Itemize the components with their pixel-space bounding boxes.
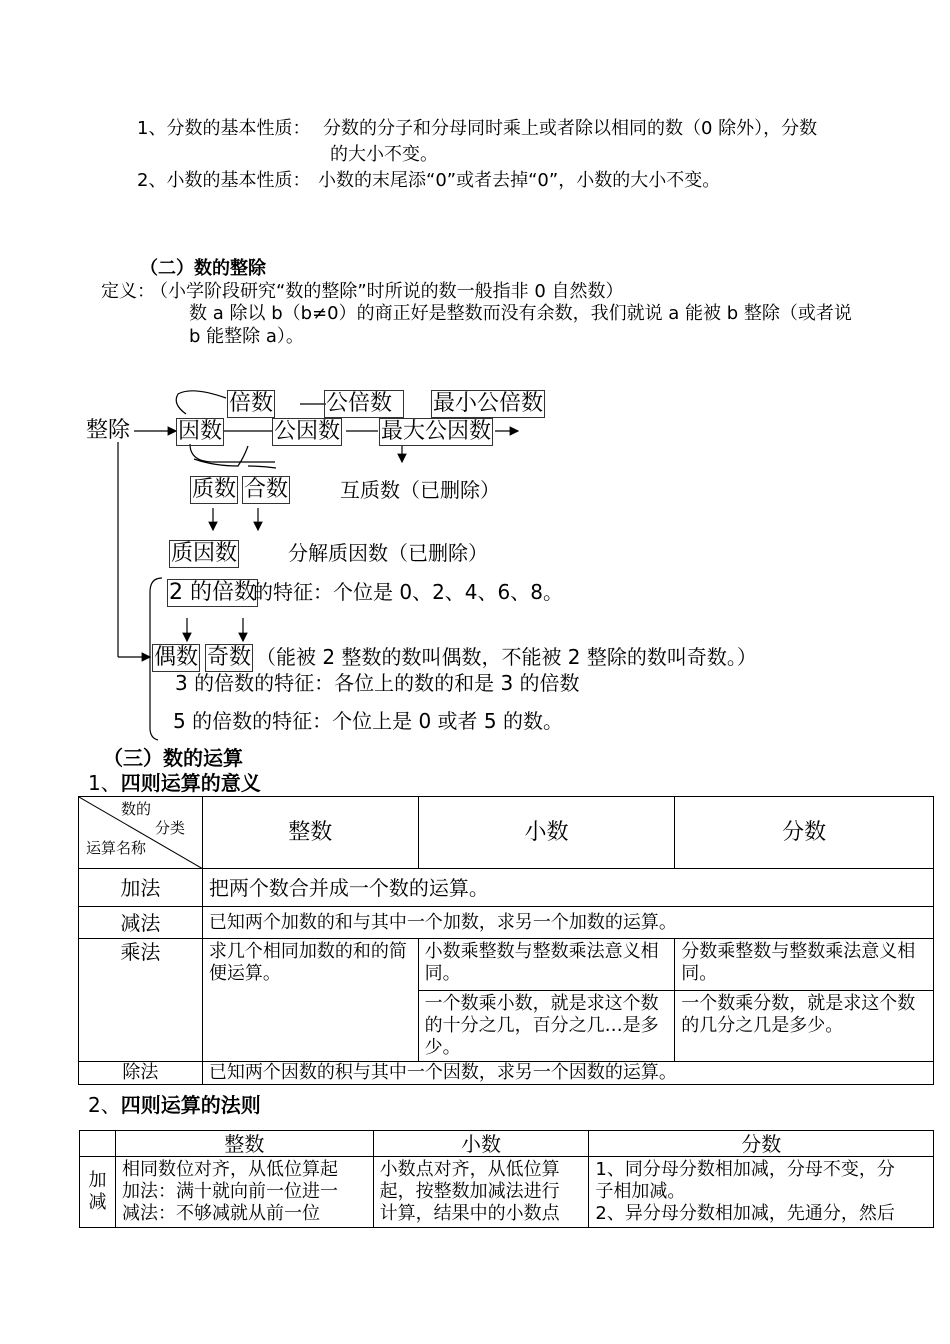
operation-meaning-table bbox=[78, 796, 934, 1085]
row-division-text: 已知两个因数的积与其中一个因数，求另一个因数的运算。 bbox=[202, 1062, 933, 1085]
gcf-box: 最大公因数 bbox=[381, 419, 492, 444]
odd-box: 奇数 bbox=[207, 645, 252, 670]
rules-decimal-line-1: 小数点对齐，从低位算 bbox=[379, 1159, 560, 1180]
factor-box: 因数 bbox=[178, 419, 223, 444]
fraction-property-text-cont: 的大小不变。 bbox=[330, 144, 438, 165]
mul-decimal-cell-1: 小数乘整数与整数乘法意义相同。 bbox=[418, 939, 675, 991]
rules-row-add-sub-name: 加减 bbox=[80, 1157, 116, 1228]
subheading-rules-text: 四则运算的法则 bbox=[120, 1093, 261, 1117]
factorization-label: 分解质因数（已删除） bbox=[288, 541, 488, 565]
rules-decimal-line-2: 起，按整数加减法进行 bbox=[379, 1181, 560, 1202]
row-subtraction-name: 减法 bbox=[79, 907, 203, 939]
subheading-rules-number: 2、 bbox=[88, 1093, 121, 1117]
row-addition-name: 加法 bbox=[79, 869, 203, 907]
rules-corner-cell bbox=[80, 1131, 116, 1157]
row-division-name: 除法 bbox=[79, 1062, 203, 1085]
rules-integer-line-2: 加法：满十就向前一位进一 bbox=[121, 1181, 338, 1202]
decimal-property-text: 小数的末尾添“0”或者去掉“0”，小数的大小不变。 bbox=[318, 170, 721, 191]
definition-text-1: 数 a 除以 b（b≠0）的商正好是整数而没有余数，我们就说 a 能被 b 整除（或者说 bbox=[189, 303, 852, 324]
mul-fraction-cell-2: 一个数乘分数，就是求这个数的几分之几是多少。 bbox=[675, 991, 934, 1062]
operations-heading-text: （三）数的运算 bbox=[103, 746, 243, 770]
header-decimal: 小数 bbox=[418, 797, 675, 869]
header-integer: 整数 bbox=[202, 797, 418, 869]
multiple-box: 倍数 bbox=[229, 391, 274, 416]
rules-decimal-cell bbox=[373, 1157, 589, 1228]
row-multiplication-name: 乘法 bbox=[79, 939, 203, 1062]
row-addition-text: 把两个数合并成一个数的运算。 bbox=[202, 869, 933, 907]
fraction-property-text: 分数的分子和分母同时乘上或者除以相同的数（0 除外），分数 bbox=[323, 118, 818, 139]
rules-header-integer: 整数 bbox=[115, 1131, 373, 1157]
definition-text-2: b 能整除 a）。 bbox=[189, 326, 304, 347]
multiple-of-3-text: 3 的倍数的特征：各位上的数的和是 3 的倍数 bbox=[175, 671, 580, 695]
fraction-property-label: 1、分数的基本性质： bbox=[137, 118, 311, 139]
multiple-of-2-box: 2 的倍数 bbox=[169, 580, 256, 605]
subheading-meaning-number: 1、 bbox=[88, 771, 121, 795]
operations-heading bbox=[103, 746, 243, 770]
even-odd-text: （能被 2 整数的数叫偶数，不能被 2 整除的数叫奇数。） bbox=[256, 645, 757, 669]
composite-box: 合数 bbox=[244, 477, 289, 502]
prime-factor-box: 质因数 bbox=[171, 541, 238, 566]
mul-decimal-cell-2: 一个数乘小数，就是求这个数的十分之几，百分之几…是多少。 bbox=[418, 991, 675, 1062]
subheading-meaning-text: 四则运算的意义 bbox=[120, 771, 261, 795]
rules-decimal-line-3: 计算，结果中的小数点 bbox=[379, 1203, 560, 1224]
common-multiple-box: 公倍数 bbox=[324, 390, 404, 418]
multiple-of-5-text: 5 的倍数的特征：个位上是 0 或者 5 的数。 bbox=[173, 709, 563, 733]
definition-label: 定义： bbox=[101, 281, 155, 302]
lcm-box: 最小公倍数 bbox=[433, 391, 544, 416]
operation-rules-table bbox=[79, 1130, 934, 1228]
mul-integer-cell: 求几个相同加数的和的简便运算。 bbox=[202, 939, 418, 1062]
corner-bottom-label: 运算名称 bbox=[86, 839, 147, 857]
decimal-property-label: 2、小数的基本性质： bbox=[137, 170, 311, 191]
header-fraction: 分数 bbox=[675, 797, 934, 869]
multiple-of-2-text: 的特征：个位是 0、2、4、6、8。 bbox=[253, 580, 563, 604]
rules-fraction-cell bbox=[589, 1157, 934, 1228]
prime-box: 质数 bbox=[192, 477, 237, 502]
rules-integer-cell bbox=[115, 1157, 373, 1228]
even-box: 偶数 bbox=[154, 645, 199, 670]
divisibility-heading: （二）数的整除 bbox=[140, 258, 266, 279]
rules-header-decimal: 小数 bbox=[373, 1131, 589, 1157]
rules-integer-line-1: 相同数位对齐，从低位算起 bbox=[121, 1159, 338, 1180]
common-factor-box: 公因数 bbox=[274, 419, 341, 444]
coprime-label: 互质数（已删除） bbox=[340, 478, 500, 502]
table-corner-cell bbox=[79, 797, 203, 869]
mul-fraction-cell-1: 分数乘整数与整数乘法意义相同。 bbox=[675, 939, 934, 991]
corner-mid-label: 分类 bbox=[155, 819, 186, 837]
rules-header-fraction: 分数 bbox=[589, 1131, 934, 1157]
rules-fraction-line-1: 1、同分母分数相加减，分母不变，分 bbox=[595, 1159, 895, 1180]
rules-fraction-line-3: 2、异分母分数相加减，先通分，然后 bbox=[595, 1203, 895, 1224]
row-subtraction-text: 已知两个加数的和与其中一个加数，求另一个加数的运算。 bbox=[202, 907, 933, 939]
subheading-rules bbox=[88, 1093, 261, 1117]
corner-top-label: 数的 bbox=[121, 800, 152, 818]
diagram-root: 整除 bbox=[86, 418, 131, 443]
rules-fraction-line-2: 子相加减。 bbox=[595, 1181, 686, 1202]
definition-note: （小学阶段研究“数的整除”时所说的数一般指非 0 自然数） bbox=[150, 281, 624, 302]
rules-integer-line-3: 减法：不够减就从前一位 bbox=[121, 1203, 320, 1224]
subheading-meaning bbox=[88, 771, 261, 795]
